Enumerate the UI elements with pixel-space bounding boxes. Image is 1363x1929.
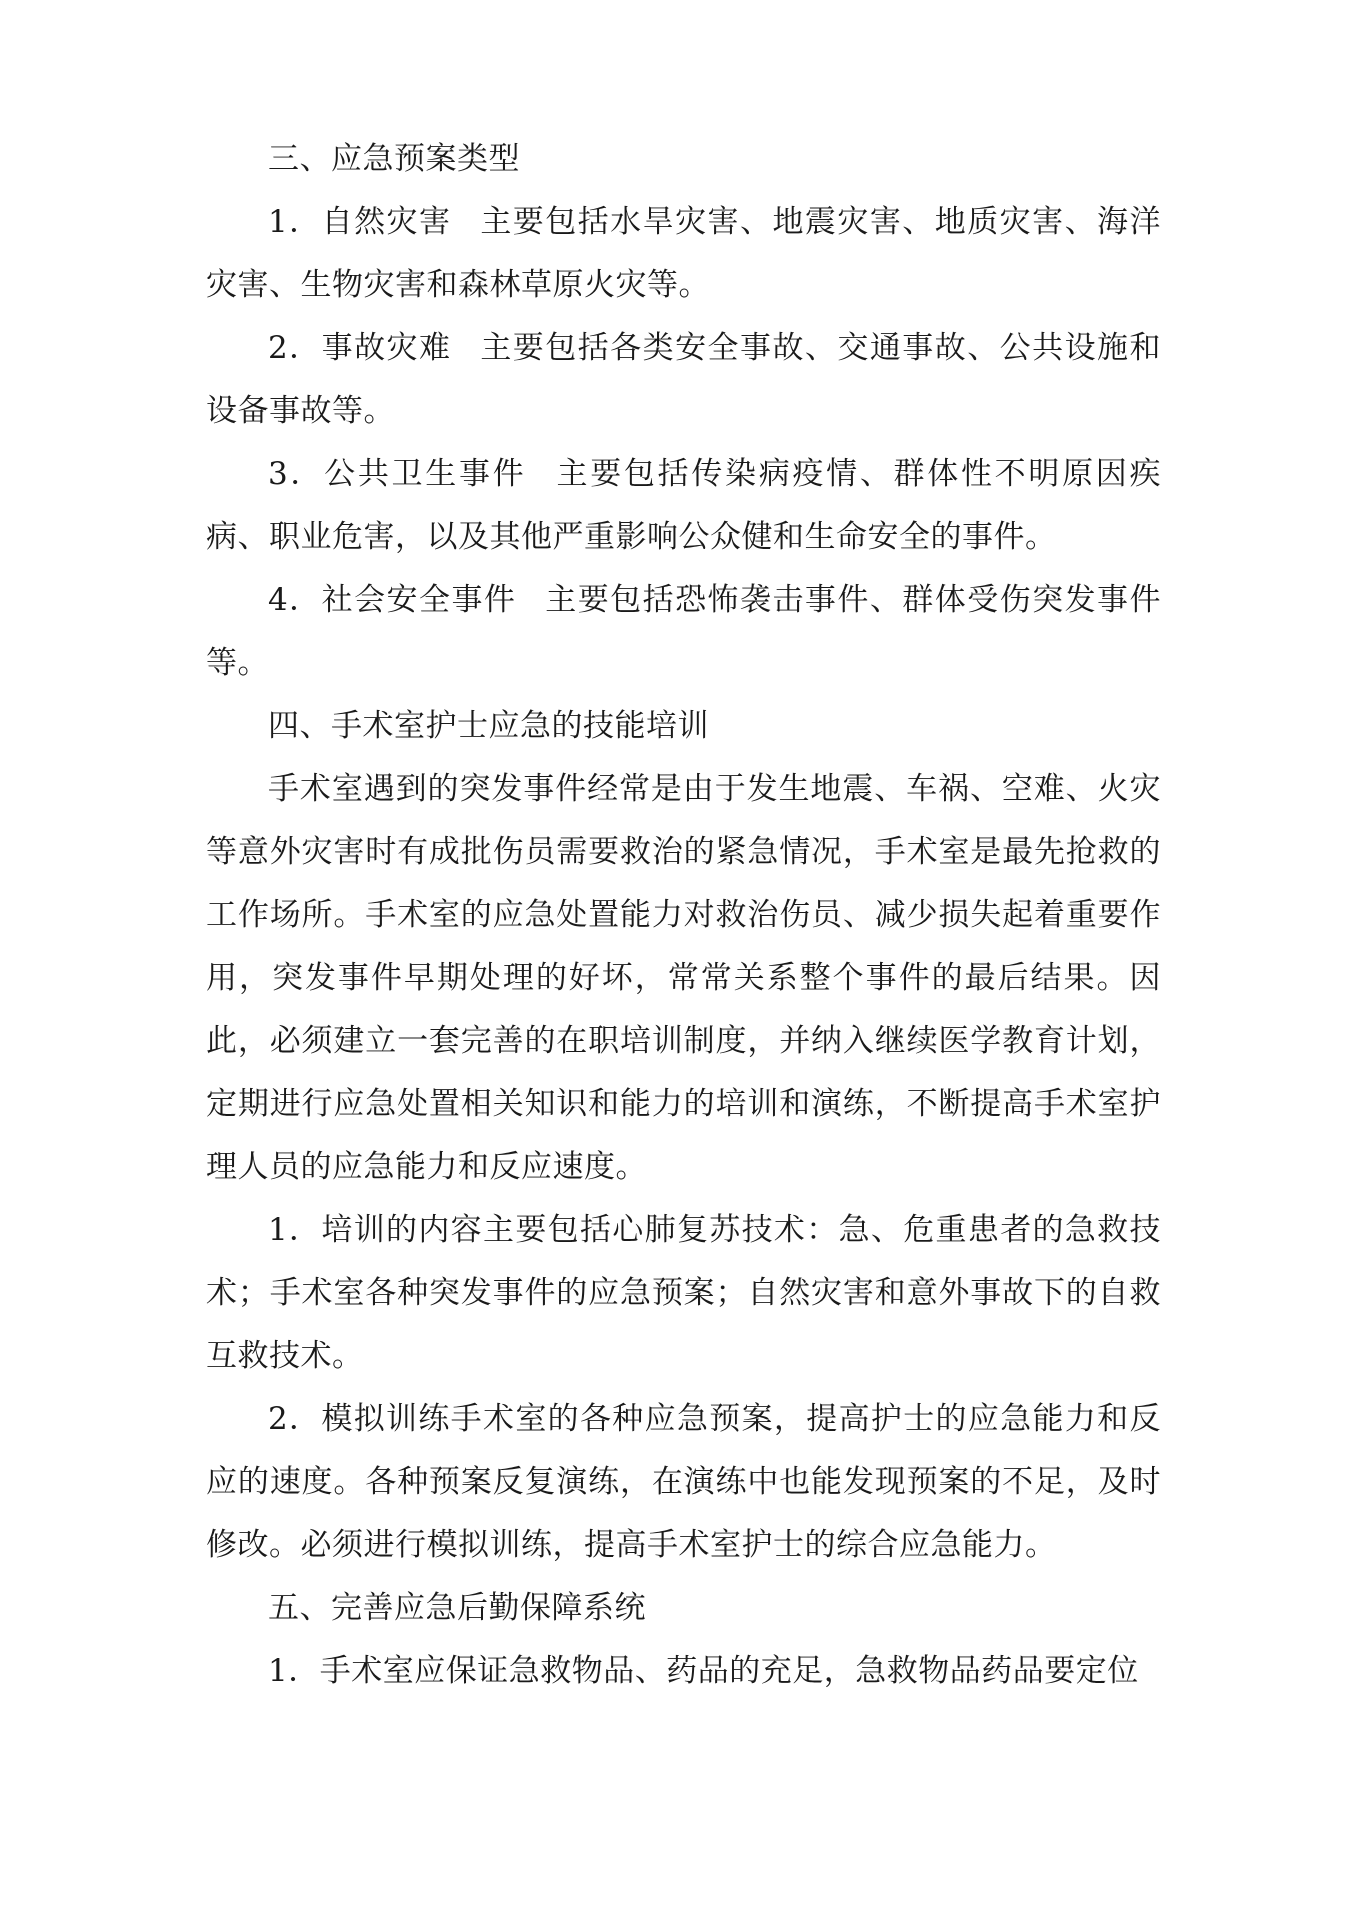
item-text: 模拟训练手术室的各种应急预案，提高护士的应急能力和反应的速度。各种预案反复演练，在演练中也能发现预案的不足，及时修改。必须进行模拟训练，提高手术室护士的综合应急能力。: [206, 1401, 1161, 1563]
item-text: 主要包括恐怖袭击事件、群体受伤突发事件等。: [206, 582, 1161, 681]
item-text: 主要包括传染病疫情、群体性不明原因疾病、职业危害，以及其他严重影响公众健和生命安全的事件。: [206, 456, 1162, 555]
item-number: 2．: [268, 1401, 322, 1437]
list-item: [206, 1640, 1161, 1703]
section-heading-3: 三、应急预案类型: [268, 141, 520, 177]
list-item: [206, 569, 1161, 695]
item-number: 1．: [268, 204, 322, 240]
list-item: [206, 443, 1161, 569]
item-label: 事故灾难: [321, 330, 452, 366]
item-label: 公共卫生事件: [324, 456, 527, 492]
document-page: [206, 128, 1161, 1703]
item-text: 主要包括各类安全事故、交通事故、公共设施和设备事故等。: [206, 330, 1161, 429]
item-text: 主要包括水旱灾害、地震灾害、地质灾害、海洋灾害、生物灾害和森林草原火灾等。: [206, 204, 1161, 303]
section-heading-4: 四、手术室护士应急的技能培训: [268, 708, 709, 744]
item-number: 2．: [268, 330, 322, 366]
list-item: [206, 317, 1161, 443]
section-4-intro: 手术室遇到的突发事件经常是由于发生地震、车祸、空难、火灾等意外灾害时有成批伤员需要救治的紧急情况，手术室是最先抢救的工作场所。手术室的应急处置能力对救治伤员、减少损失起着重要作用，突发事件早期处理的好坏，常常关系整个事件的最后结果。因此，必须建立一套完善的在职培训制度，并纳入继续医学教育计划，定期进行应急处置相关知识和能力的培训和演练，不断提高手术室护理人员的应急能力和反应速度。: [206, 771, 1161, 1185]
list-item: [206, 191, 1161, 317]
item-number: 3．: [268, 456, 325, 492]
item-text: 手术室应保证急救物品、药品的充足，急救物品药品要定位: [319, 1653, 1139, 1689]
item-number: 1．: [268, 1653, 320, 1689]
item-label: 社会安全事件: [321, 582, 517, 618]
list-item: [206, 1199, 1161, 1388]
item-label: 自然灾害: [321, 204, 452, 240]
list-item: [206, 1388, 1161, 1577]
item-number: 1．: [268, 1212, 322, 1248]
item-text: 培训的内容主要包括心肺复苏技术：急、危重患者的急救技术；手术室各种突发事件的应急预案；自然灾害和意外事故下的自救互救技术。: [206, 1212, 1161, 1374]
section-heading-5: 五、完善应急后勤保障系统: [268, 1590, 646, 1626]
item-number: 4．: [268, 582, 322, 618]
